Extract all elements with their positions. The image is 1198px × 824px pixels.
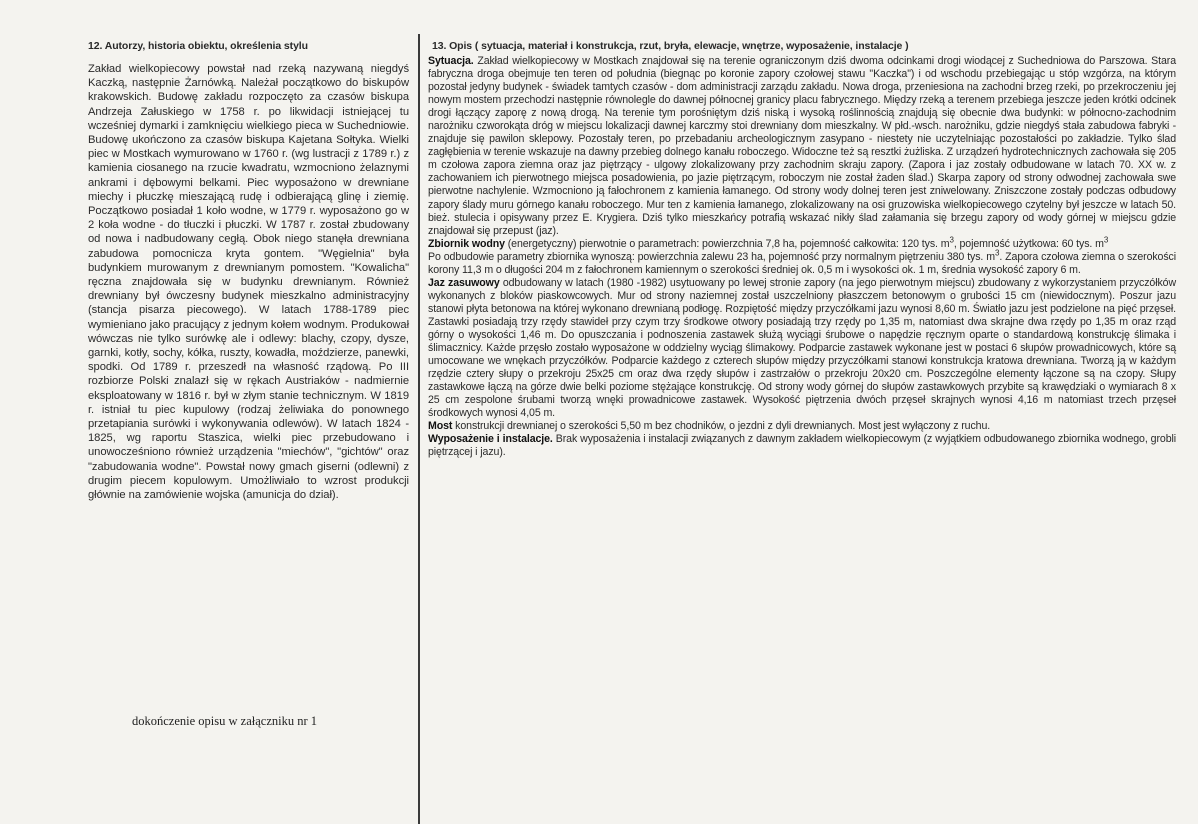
most-text: konstrukcji drewnianej o szerokości 5,50 m bez chodników, o jezdni z dyli drewnianych. Most jest wyłączony z ruchu. [452,420,991,433]
wyposazenie-label: Wyposażenie i instalacje. [428,433,553,446]
left-column [78,0,411,820]
section-12-body: Zakład wielkopiecowy powstał nad rzeką nazywaną niegdyś Kaczką, następnie Żarnówką. Należał początkowo do biskupów krakowskich. Budowę zakładu rozpoczęto za czasów biskupa Andrzeja Załuskiego w 1758 r. po likwidacji istniejącej tu wcześniej dymarki i zamknięciu wielkiego pieca w Suchedniowie. Budowę ukończono za czasów biskupa Kajetana Sołtyka. Wielki piec w Mostkach wymurowano w 1760 r. (wg lustracji z 1789 r.) z kamienia ciosanego na rzucie kwadratu, wzmocniono żelaznymi ankrami i dębowymi belkami. Piec wyposażono w drewniane miechy i płuczkę mieszającą rudę i odbierającą glinę i ziemię. Początkowo posiadał 1 koło wodne, w 1779 r. wyposażono go w 2 koła wodne - do tłuczki i płuczki. W 1787 r. został zbudowany od nowa i nadbudowany cegłą. Obok niego stanęła drewniana zabudowa pomocnicza kryta gontem. "Węgielnia" była budynkiem murowanym z drewnianym pomostem. "Kowalicha" ręczna znajdowała się w budynku drewnianym. Również drewniany był ówczesny budynek mieszkalno administracyjny (stancja pisarza piecowego). W latach 1788-1789 piec wymieniano jako pracujący z jednym kołem wodnym. Produkował wówczas nie tylko surówkę ale i odlewy: blachy, czopy, dysze, garnki, kotły, sochy, kółka, ruszty, kowadła, moździerze, panewki, spodki. Od 1789 r. przeszedł na własność rządową. Po III rozbiorze Polski znalazł się w rękach Austriaków - nadmiernie eksploatowany w 1816 r. był w złym stanie technicznym. W 1819 r. istniał tu piec kupulowy (rodzaj żeliwiaka do ponownego przetapiania surówki i wykonywania odlewów). W latach 1824 - 1825, wg raportu Staszica, wielki piec przebudowano i unowocześniono również urządzenia "miechów", "gichtów" oraz "zabudowania wodne". Powstał nowy gmach giserni (odlewni) z drugim piecem kopulowym. Umożliwiało to wzrost produkcji głównie na zamówienie wojska (amunicja do dział). [88,63,410,502]
paragraph-wyposazenie [428,433,1176,459]
paragraph-sytuacja [428,55,1176,238]
cubic-sup-2: 3 [1103,235,1109,245]
paragraph-odbudowa [428,248,1176,277]
jaz-text: odbudowany w latach (1980 -1982) usytuowany po lewej stronie zapory (na jego pierwotnym miejscu) zbudowany z wykorzystaniem przyczółków wykonanych z bloków piaskowcowych. Mur od strony naziemnej został uszczelniony płaszczem betonowym o grubości 15 cm (niewidocznym). Poszur jazu stanowi płyta betonowa na której wykonano drewnianą podłogę. Rozpiętość między przyczółkami jazu wynosi 8,60 m. Światło jazu jest podzielone na pięć przęseł. Zastawki posiadają trzy rzędy stawideł przy czym trzy środkowe otwory posiadają trzy rzędy po 1,35 m, natomiast dwa skrajne dwa rzędy po 1,35 m oraz rząd górny o wysokości 1,46 m. Do opuszczania i podnoszenia zastawek służą wyciągi śrubowe o napędzie ręcznym oparte o standardową konstrukcję ślimaka i ślimacznicy. Każde przęsło zostało wyposażone w oddzielny wyciąg ślimakowy. Podparcie zastawek wykonane jest w postaci 6 słupów prowadnicowych, które są umocowane we wnękach przyczółków. Podparcie każdego z czterech słupów między przyczółkami stanowi konstrukcja kratowa drewniana. Tworzą ją w każdym rzędzie cztery słupy o przekroju 25x25 cm oraz dwa rzędy słupów i zastrzałów o przekroju 20x20 cm. Poszczególne elementy łączone są na czopy. Słupy zastawkowe łączą na górze dwie belki poziome stężające konstrukcję. Od strony wody górnej do słupów zastawkowych przybite są krawędziaki o wymiarach 8 x 25 cm zespolone śrubami tworzą wnęki prowadnicowe zastawek. Wysokość piętrzenia dwóch przęseł skrajnych wynosi 4,16 m natomiast trzech przęseł środkowych wynosi 4,05 m. [428,276,1177,420]
right-column [428,0,1176,820]
zbiornik-text-3: Po odbudowie parametry zbiornika wynoszą: powierzchnia zalewu 23 ha, pojemność przy normalnym piętrzeniu 380 tys. m [428,250,995,263]
section-13-heading: 13. Opis ( sytuacja, materiał i konstrukcja, rzut, bryła, elewacje, wnętrze, wyposażenie, instalacje ) [432,40,909,52]
section-12-heading: 12. Autorzy, historia obiektu, określenia stylu [88,40,308,52]
zbiornik-text-1: (energetyczny) pierwotnie o parametrach: powierzchnia 7,8 ha, pojemność całkowita: 120 tys. m [504,237,950,250]
most-label: Most [428,420,453,433]
jaz-label: Jaz zasuwowy [428,276,500,289]
sytuacja-text: Zakład wielkopiecowy w Mostkach znajdował się na terenie ograniczonym dziś dwoma odcinkami drogi wiodącej z Suchedniowa do Parszowa. Stara fabryczna droga obejmuje ten teren od południa (biegnąc po koronie zapory czołowej stawu "Kaczka") i od wschodu przebiegając u stóp wzgórza, na którym pozostał jedyny budynek - świadek tamtych czasów - dom administracji zarządu zakładu. Nowa droga, przeniesiona na zachodni brzeg rzeki, po przekroczeniu jej nowym mostem przechodzi następnie równolegle do dawnej północnej granicy placu fabrycznego. Między rzeką a terenem przebiega jeszcze jeden krótki odcinek drogi łączący zaporę z nową drogą. Na terenie tym porośniętym dziś niską i wysoką roślinnością znajdują się obecnie dwa budynki: w północno-zachodnim narożniku czworokąta dróg w miejscu lokalizacji dawnej karczmy stoi drewniany dom mieszkalny. W płd.-wsch. narożniku, gdzie niegdyś stała zabudowa fabryki - znajduje się pawilon sklepowy. Pozostały teren, po przebadaniu archeologicznym zasypano - niestety nie uczytelniając pozostałości po zakładzie. Tylko ślad zagłębienia w terenie wskazuje na dawny przebieg dolnego kanału roboczego. Widoczne też są resztki żużliska. Z urządzeń hydrotechnicznych zachowała się 205 m czołowa zapora ziemna oraz jaz piętrzący - ulgowy zlokalizowany przy zachodnim skraju zapory. (Zapora i jaz zostały odbudowane w latach 70. XX w. z zachowaniem ich pierwotnego miejsca posadowienia, po jazie piętrzącym, roboczym nie został żaden ślad.) Skarpa zapory od strony odwodnej zachowała swe pierwotne nachylenie. Wzmocniono ją fałochronem z kamienia łamanego. Od strony wody dolnej teren jest zniwelowany. Zniszczone zostały podczas odbudowy zapory ślady muru górnego kanału roboczego. Mur ten z kamienia łamanego, zlokalizowany na osi gruzowiska wielkopiecowego czytelny był jeszcze w latach 50. bież. stulecia i opisywany przez E. Krygiera. Dziś tylko mieszkańcy potrafią wskazać nikły ślad załamania się brzegu zapory od wody górnej w miejscu gdzie znajdował się przepust (jaz). [428,55,1176,237]
wyposazenie-text: Brak wyposażenia i instalacji związanych z dawnym zakładem wielkopiecowym (z wyjątkiem odbudowanego zbiornika wodnego, grobli piętrzącej i jazu). [428,433,1176,459]
zbiornik-text-4: . Zapora czołowa ziemna o szerokości korony 11,3 m o długości 204 m z fałochronem kamiennym o szerokości średniej ok. 0,5 m i wysokości ok. 1 m, średnia wysokość zapory 6 m. [428,250,1176,276]
cubic-sup-3: 3 [994,248,1000,258]
paragraph-most [428,420,1176,433]
cubic-sup-1: 3 [949,235,954,245]
sytuacja-label: Sytuacja. [428,55,474,67]
column-divider [418,34,420,824]
paragraph-zbiornik [428,235,1176,251]
zbiornik-label: Zbiornik wodny [428,237,505,250]
continuation-note: dokończenie opisu w załączniku nr 1 [132,714,318,728]
paragraph-jaz [428,277,1176,421]
zbiornik-text-2: , pojemność użytkowa: 60 tys. m [953,237,1104,250]
